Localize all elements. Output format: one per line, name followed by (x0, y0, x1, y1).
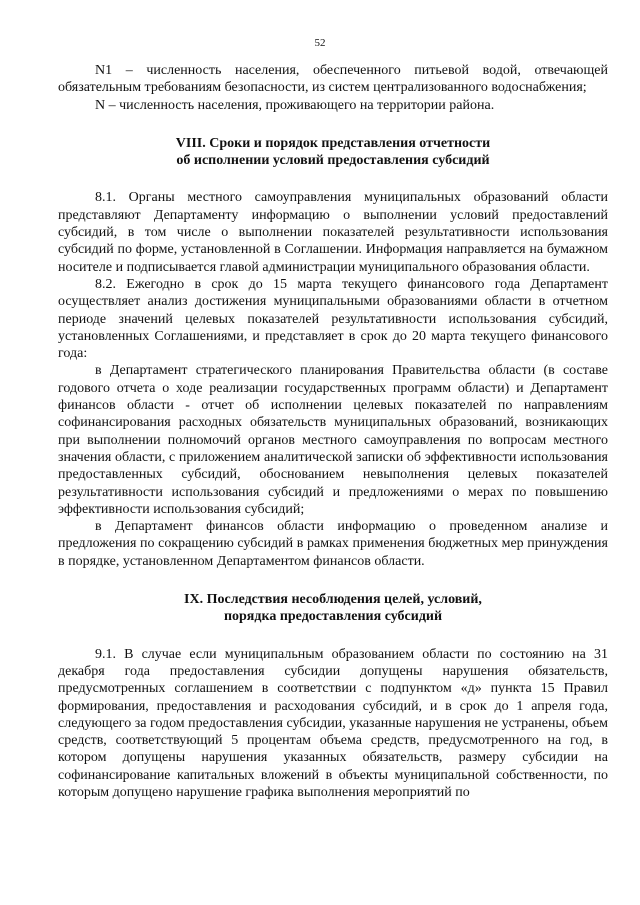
section-8-paragraph-2: 8.2. Ежегодно в срок до 15 марта текущего финансового года Департамент осуществляет анализ достижения муниципальными образованиями области в отчетном периоде значений целевых показателей результативности использования субсидий, установленных Соглашениями, и представляет в срок до 20 марта текущего финансового года: (58, 276, 608, 362)
section-8-title-line-2: об исполнении условий предоставления субсидий (176, 153, 490, 169)
section-8-paragraph-4: в Департамент финансов области информацию о проведенном анализе и предложения по сокращению субсидий в рамках применения бюджетных мер принуждения в порядке, установленном Департаментом финансов области. (58, 519, 608, 569)
section-9-title-line-2: порядка предоставления субсидий (223, 609, 443, 625)
section-8-paragraph-1: 8.1. Органы местного самоуправления муниципальных образований области представляют Департаменту информацию о выполнении условий предоставлений субсидий, в том числе о выполнении показателей результативности использования субсидий по форме, установленной в Соглашении. Информация направляется на бумажном носителе и подписывается главой администрации муниципального образования области. (58, 190, 608, 275)
section-8-title-line-1: VIII. Сроки и порядок представления отчетности (175, 135, 491, 151)
section-9-paragraph-1: 9.1. В случае если муниципальным образованием области по состоянию на 31 декабря года предоставления субсидии допущены нарушения обязательств, предусмотренных соглашением в соответствии с подпунктом «д» пункта 15 Правил формирования, предоставления и расходования субсидий, и в срок до 1 апреля года, следующего за годом предоставления субсидии, указанные нарушения не устранены, объем средств, соответствующий 5 процентам объема средств, предусмотренного на год, в котором допущены нарушения указанных обязательств, размеру субсидии на софинансирование капитальных вложений в объекты муниципальной собственности, по которым допущено нарушение графика выполнения мероприятий по (58, 646, 608, 800)
section-9-title-line-1: IX. Последствия несоблюдения целей, условий, (184, 592, 482, 608)
section-8-paragraph-3: в Департамент стратегического планирования Правительства области (в составе годового отчета о ходе реализации государственных программ области) и Департамент финансов области - отчет об исполнении целевых показателей по направлениям софинансирования расходных обязательств муниципальных образований, возникающих при выполнении полномочий органов местного самоуправления по вопросам местного значения области, с приложением аналитической записки об эффективности использования предоставленных субсидий, обоснованием невыполнения целевых показателей результативности использования субсидий и предложениями о мерах по повышению эффективности использования субсидий; (58, 363, 608, 517)
definition-n: N – численность населения, проживающего на территории района. (95, 97, 495, 113)
definition-n1: N1 – численность населения, обеспеченного питьевой водой, отвечающей обязательным требованиям безопасности, из систем централизованного водоснабжения; (58, 63, 608, 96)
page-number: 52 (314, 37, 326, 49)
document-body (58, 62, 608, 801)
